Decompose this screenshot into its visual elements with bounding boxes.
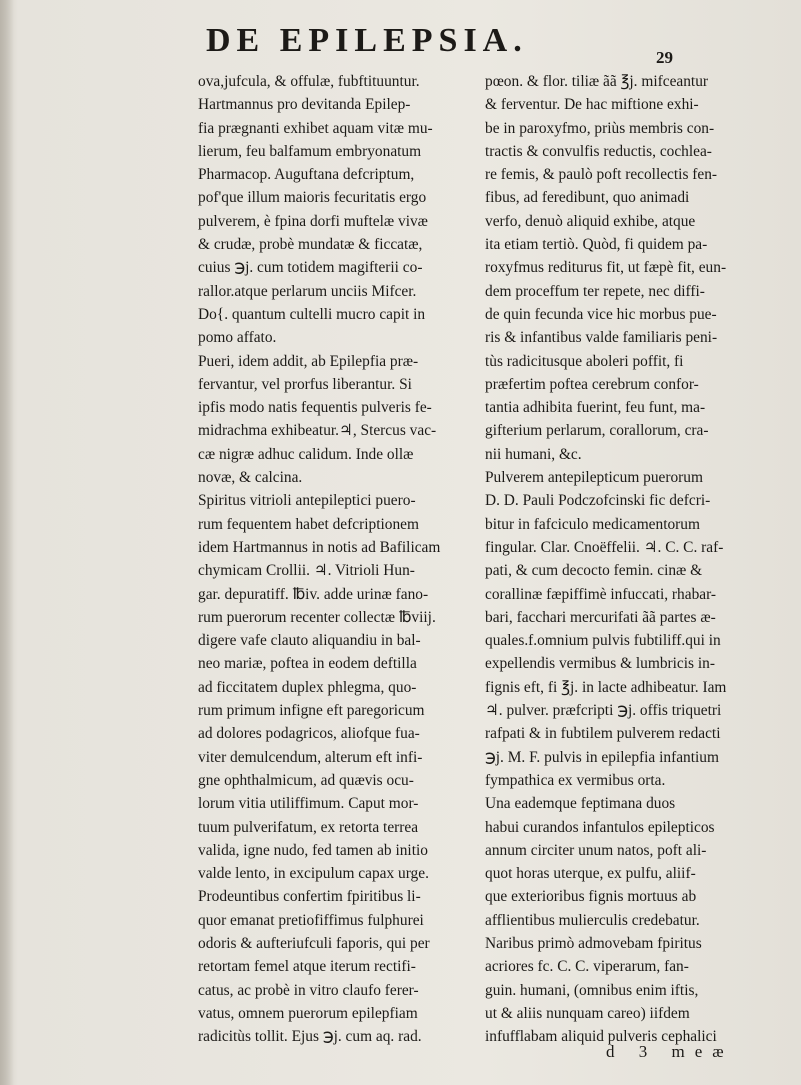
text-line: bari, facchari mercurifati ãã partes æ- [485,608,716,626]
text-line: expellendis vermibus & lumbricis in- [485,655,715,673]
text-line: ♃. pulver. præfcripti ℈j. offis triquetri [485,702,722,720]
text-line: valde lento, in excipulum capax urge. [198,865,429,883]
text-line: rum fequentem habet defcriptionem [198,515,419,533]
text-line: cuius ℈j. cum totidem magifterii co- [198,259,423,277]
text-line: acriores fc. C. C. viperarum, fan- [485,958,689,976]
text-line: annum circiter unum natos, poft ali- [485,841,707,859]
text-line: corallinæ fæpiffimè infuccati, rhabar- [485,585,717,603]
text-line: viter demulcendum, alterum eft infi- [198,748,423,766]
text-line: Do{. quantum cultelli mucro capit in [198,305,426,323]
text-line: ut & aliis nunquam careo) iifdem [485,1004,690,1022]
text-line: rum puerorum recenter collectæ ℔viij. [198,608,436,626]
signature-line: d 3 meæ [606,1042,734,1061]
text-line: tractis & convulfis reductis, cochlea- [485,142,712,160]
text-line: D. D. Pauli Podczofcinski fic defcri- [485,492,711,510]
text-line: Prodeuntibus confertim fpiritibus li- [198,888,421,906]
text-line: quor emanat pretiofiffimus fulphurei [198,911,424,929]
text-line: re femis, & paulò poft recollectis fen- [485,166,718,184]
text-line: fympathica ex vermibus orta. [485,771,666,789]
text-line: vatus, omnem puerorum epilepfiam [198,1004,418,1022]
text-line: midrachma exhibeatur.♃, Stercus vac- [198,422,437,440]
text-line: neo mariæ, poftea in eodem deftilla [198,655,417,673]
text-line: chymicam Crollii. ♃. Vitrioli Hun- [198,562,415,580]
text-line: dem proceffum ter repete, nec diffi- [485,282,705,300]
text-line: pulverem, è fpina dorfi muftelæ vivæ [198,212,428,230]
text-line: quales.f.omnium pulvis fubtiliff.qui in [485,632,721,650]
text-line: bitur in fafciculo medicamentorum [485,515,700,533]
text-line: odoris & aufteriufculi faporis, qui per [198,934,430,952]
text-line: Naribus primò admovebam fpiritus [485,934,702,952]
text-line: tuum pulverifatum, ex retorta terrea [198,818,419,836]
text-line: pof'que illum maioris fecuritatis ergo [198,189,427,207]
text-line: ova,jufcula, & offulæ, fubftituuntur. [198,73,420,90]
text-line: idem Hartmannus in notis ad Bafilicam [198,538,441,556]
text-line: retortam femel atque iterum rectifi- [198,958,416,976]
text-line: ita etiam tertiò. Quòd, fi quidem pa- [485,236,708,254]
text-line: rum primum infigne eft paregoricum [198,702,425,720]
text-line: de quin fecunda vice hic morbus pue- [485,305,717,323]
text-line: nii humani, &c. [485,445,582,463]
text-line: digere vafe clauto aliquandiu in bal- [198,632,421,650]
text-line: rallor.atque perlarum unciis Mifcer. [198,282,417,300]
text-line: tantia adhibita fuerint, feu funt, ma- [485,399,706,417]
text-line: Hartmannus pro devitanda Epilep- [198,96,411,114]
text-line: gne ophthalmicum, ad quævis ocu- [198,771,414,789]
text-line: ℈j. M. F. pulvis in epilepfia infantium [485,748,719,766]
text-line: fibus, ad feredibunt, quo animadi [485,189,690,207]
text-line: Pulverem antepilepticum puerorum [485,469,703,487]
text-line: habui curandos infantulos epilepticos [485,818,715,836]
text-line: roxyfmus rediturus fit, ut fæpè fit, eun- [485,259,727,277]
text-line: quot horas uterque, ex pulfu, aliif- [485,865,696,883]
text-line: cæ nigræ adhuc calidum. Inde ollæ [198,445,414,463]
running-title: DE EPILEPSIA. [206,22,528,59]
text-line: fervantur, vel prorfus liberantur. Si [198,375,412,393]
gutter-shadow [0,0,14,1085]
text-line: catus, ac probè in vitro claufo ferer- [198,981,419,999]
text-line: gar. depuratiff. ℔iv. adde urinæ fano- [198,585,429,603]
text-line: be in paroxyfmo, priùs membris con- [485,119,715,137]
text-line: guin. humani, (omnibus enim iftis, [485,981,699,999]
text-line: pomo affato. [198,329,277,347]
text-line: gifterium perlarum, corallorum, cra- [485,422,709,440]
text-line: Una eademque feptimana duos [485,795,676,813]
text-line: fignis eft, fi ℥j. in lacte adhibeatur. Iam [485,678,727,696]
text-line: novæ, & calcina. [198,469,303,487]
right-text-column [485,70,750,1048]
text-line: ad dolores podagricos, aliofque fua- [198,725,420,743]
text-line: lierum, feu balfamum embryonatum [198,142,422,160]
text-line: afflientibus mulierculis credebatur. [485,911,700,929]
text-line: pati, & cum decocto femin. cinæ & [485,562,703,580]
page-header [206,22,673,67]
text-line: valida, igne nudo, fed tamen ab initio [198,841,428,859]
text-line: rafpati & in fubtilem pulverem redacti [485,725,721,743]
text-line: fia prægnanti exhibet aquam vitæ mu- [198,119,433,137]
text-line: Pueri, idem addit, ab Epilepfia præ- [198,352,419,370]
text-line: præfertim poftea cerebrum confor- [485,375,699,393]
left-text-column [198,70,470,1048]
text-line: & crudæ, probè mundatæ & ficcatæ, [198,236,423,254]
text-line: verfo, denuò aliquid exhibe, atque [485,212,696,230]
text-line: pœon. & flor. tiliæ ãã ℥j. mifceantur [485,73,709,90]
text-line: infufflabam aliquid pulveris cephalici [485,1028,717,1046]
text-line: radicitùs tollit. Ejus ℈j. cum aq. rad. [198,1028,422,1046]
text-line: ris & infantibus valde familiaris peni- [485,329,718,347]
text-line: fingular. Clar. Cnoëffelii. ♃. C. C. raf- [485,538,724,556]
text-line: Spiritus vitrioli antepileptici puero- [198,492,416,510]
text-line: lorum vitia utiliffimum. Caput mor- [198,795,419,813]
text-line: que exterioribus fignis mortuus ab [485,888,697,906]
text-line: ipfis modo natis fequentis pulveris fe- [198,399,432,417]
text-line: Pharmacop. Auguftana defcriptum, [198,166,415,184]
page-number: 29 [656,48,673,67]
text-line: ad ficcitatem duplex phlegma, quo- [198,678,417,696]
text-line: tùs radicitusque aboleri poffit, fi [485,352,684,370]
text-line: & ferventur. De hac miftione exhi- [485,96,699,114]
